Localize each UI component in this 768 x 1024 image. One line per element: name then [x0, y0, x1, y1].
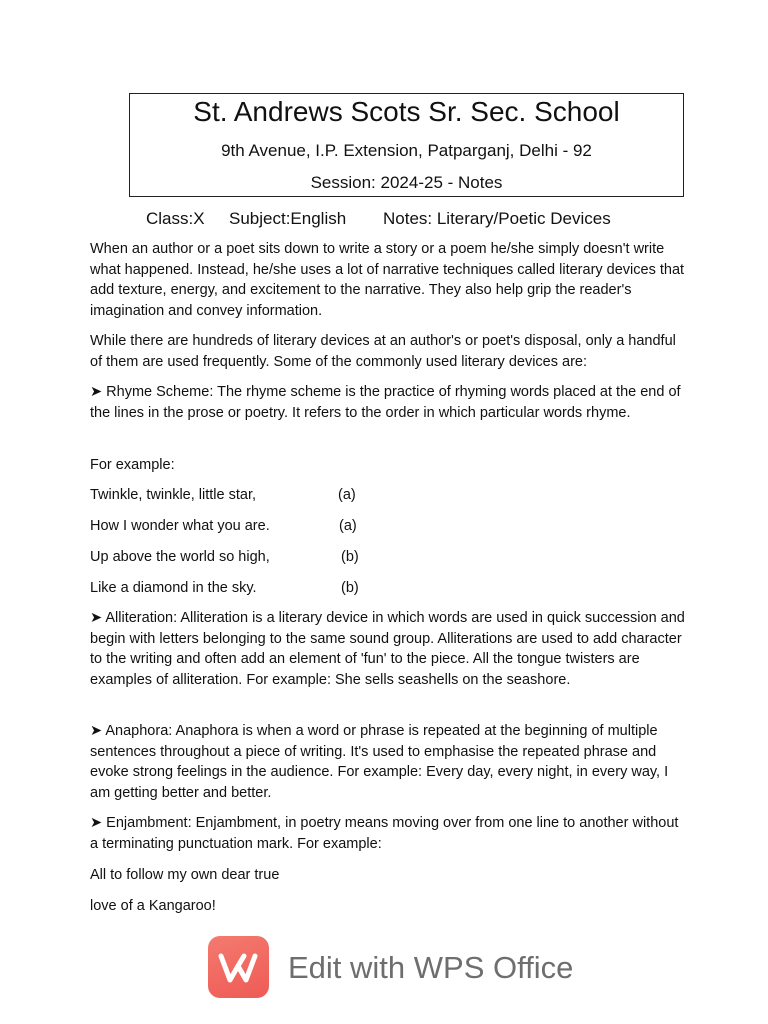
intro-paragraph: When an author or a poet sits down to write a story or a poem he/she simply doesn't write what happened. Instead, he/she uses a lot of narrative techniques called literary devices that add texture, energy, and excitement to the narrative. They also help grip the reader's imagination and convey information. [90, 241, 685, 319]
rhyme-label: (a) [339, 518, 357, 534]
poem-line: Twinkle, twinkle, little star, [90, 487, 256, 503]
alliteration-paragraph: ➤ Alliteration: Alliteration is a literary device in which words are used in quick succession and begin with letters belonging to the same sound group. Alliterations are used to add character to the writing and often add an element of 'fun' to the piece. All the tongue twisters are examples of alliteration. For example: She sells seashells on the seashore. [90, 610, 685, 688]
edit-with-wps-banner[interactable] [208, 936, 608, 1000]
rhyme-scheme-paragraph: ➤ Rhyme Scheme: The rhyme scheme is the practice of rhyming words placed at the end of the lines in the prose or poetry. It refers to the order in which particular words rhyme. [90, 384, 681, 421]
school-address: 9th Avenue, I.P. Extension, Patparganj, Delhi - 92 [221, 141, 592, 160]
poem-line: How I wonder what you are. [90, 518, 270, 534]
notes-title: Notes: Literary/Poetic Devices [383, 209, 611, 228]
enjambment-example-line: love of a Kangaroo! [90, 898, 216, 914]
for-example-label: For example: [90, 457, 175, 473]
rhyme-label: (a) [338, 487, 356, 503]
poem-line: Up above the world so high, [90, 549, 270, 565]
class-label: Class:X [146, 209, 205, 228]
anaphora-paragraph: ➤ Anaphora: Anaphora is when a word or phrase is repeated at the beginning of multiple sentences throughout a piece of writing. It's used to emphasise the repeated phrase and evoke strong feelings in the audience. For example: Every day, every night, in every way, I am getting better and better. [90, 723, 669, 801]
subject-label: Subject:English [229, 209, 347, 228]
school-header [129, 93, 684, 197]
poem-line: Like a diamond in the sky. [90, 580, 257, 596]
school-name: St. Andrews Scots Sr. Sec. School [193, 96, 620, 127]
session-label: Session: 2024-25 - Notes [310, 173, 503, 192]
rhyme-label: (b) [341, 580, 359, 596]
wps-logo-icon[interactable] [208, 936, 269, 998]
wps-label[interactable]: Edit with WPS Office [288, 950, 574, 985]
intro-paragraph-2: While there are hundreds of literary devices at an author's or poet's disposal, only a handful of them are used frequently. Some of the commonly used literary devices are: [90, 333, 676, 370]
enjambment-example-line: All to follow my own dear true [90, 867, 280, 883]
rhyme-label: (b) [341, 549, 359, 565]
enjambment-paragraph: ➤ Enjambment: Enjambment, in poetry means moving over from one line to another without a terminating punctuation mark. For example: [90, 815, 679, 852]
